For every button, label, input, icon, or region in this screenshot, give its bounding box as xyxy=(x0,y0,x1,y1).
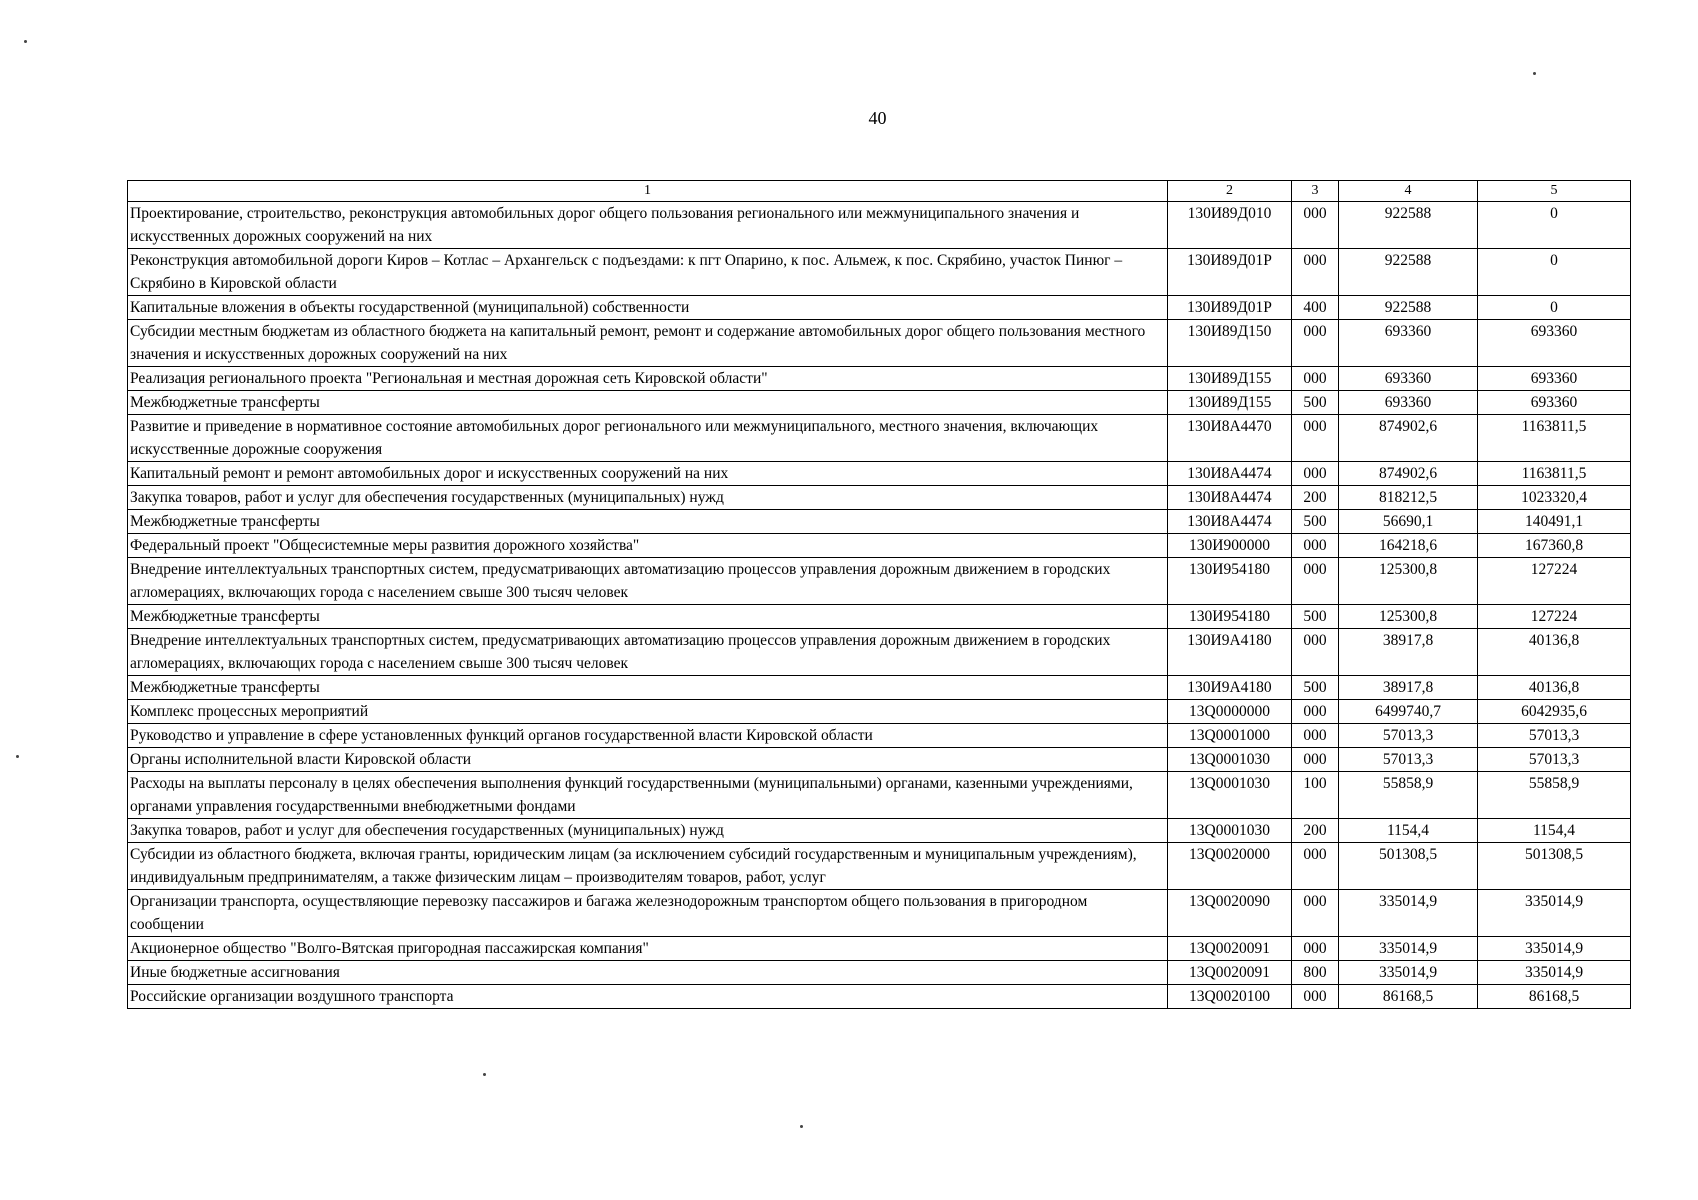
row-code-cell: 130И900000 xyxy=(1168,534,1292,558)
row-value-4-cell: 38917,8 xyxy=(1339,676,1478,700)
table-row xyxy=(128,320,1631,367)
scan-speck xyxy=(16,755,19,758)
row-code-cell: 130И8А4470 xyxy=(1168,415,1292,462)
budget-table xyxy=(127,180,1631,1009)
column-header-4: 4 xyxy=(1339,181,1478,202)
row-name-cell: Закупка товаров, работ и услуг для обеспечения государственных (муниципальных) нужд xyxy=(128,819,1168,843)
row-value-5-cell: 86168,5 xyxy=(1478,985,1631,1009)
column-header-1: 1 xyxy=(128,181,1168,202)
table-row xyxy=(128,772,1631,819)
row-code-cell: 130И89Д01Р xyxy=(1168,249,1292,296)
table-row xyxy=(128,819,1631,843)
row-value-4-cell: 922588 xyxy=(1339,202,1478,249)
row-code-cell: 13Q0020000 xyxy=(1168,843,1292,890)
row-value-4-cell: 693360 xyxy=(1339,391,1478,415)
row-name-cell: Субсидии местным бюджетам из областного бюджета на капитальный ремонт, ремонт и содержание автомобильных дорог общего пользования местного значения и искусственных дорожных сооружений на них xyxy=(128,320,1168,367)
header-row xyxy=(128,181,1631,202)
table-row xyxy=(128,558,1631,605)
row-name-cell: Закупка товаров, работ и услуг для обеспечения государственных (муниципальных) нужд xyxy=(128,486,1168,510)
row-value-5-cell: 40136,8 xyxy=(1478,676,1631,700)
row-type-cell: 000 xyxy=(1292,748,1339,772)
scan-speck xyxy=(483,1073,486,1076)
row-name-cell: Межбюджетные трансферты xyxy=(128,391,1168,415)
row-type-cell: 000 xyxy=(1292,534,1339,558)
row-value-4-cell: 693360 xyxy=(1339,320,1478,367)
row-value-5-cell: 0 xyxy=(1478,249,1631,296)
row-name-cell: Комплекс процессных мероприятий xyxy=(128,700,1168,724)
row-name-cell: Проектирование, строительство, реконструкция автомобильных дорог общего пользования регионального или межмуниципального значения и искусственных дорожных сооружений на них xyxy=(128,202,1168,249)
row-value-5-cell: 693360 xyxy=(1478,367,1631,391)
row-name-cell: Межбюджетные трансферты xyxy=(128,510,1168,534)
row-type-cell: 500 xyxy=(1292,510,1339,534)
row-name-cell: Межбюджетные трансферты xyxy=(128,605,1168,629)
row-value-4-cell: 335014,9 xyxy=(1339,961,1478,985)
row-type-cell: 000 xyxy=(1292,843,1339,890)
row-value-5-cell: 127224 xyxy=(1478,558,1631,605)
row-code-cell: 130И89Д150 xyxy=(1168,320,1292,367)
row-type-cell: 500 xyxy=(1292,676,1339,700)
row-name-cell: Капитальный ремонт и ремонт автомобильных дорог и искусственных сооружений на них xyxy=(128,462,1168,486)
row-code-cell: 13Q0000000 xyxy=(1168,700,1292,724)
table-row xyxy=(128,843,1631,890)
row-value-5-cell: 127224 xyxy=(1478,605,1631,629)
row-name-cell: Развитие и приведение в нормативное состояние автомобильных дорог регионального или межмуниципального, местного значения, включающих искусственные дорожные сооружения xyxy=(128,415,1168,462)
row-value-5-cell: 501308,5 xyxy=(1478,843,1631,890)
row-code-cell: 130И9А4180 xyxy=(1168,629,1292,676)
row-type-cell: 000 xyxy=(1292,462,1339,486)
row-value-4-cell: 125300,8 xyxy=(1339,558,1478,605)
row-value-4-cell: 57013,3 xyxy=(1339,748,1478,772)
row-code-cell: 13Q0001030 xyxy=(1168,748,1292,772)
row-code-cell: 130И8А4474 xyxy=(1168,462,1292,486)
row-type-cell: 100 xyxy=(1292,772,1339,819)
row-name-cell: Реализация регионального проекта "Региональная и местная дорожная сеть Кировской области" xyxy=(128,367,1168,391)
scan-speck xyxy=(800,1125,803,1128)
table-row xyxy=(128,367,1631,391)
row-code-cell: 13Q0020091 xyxy=(1168,937,1292,961)
row-type-cell: 000 xyxy=(1292,249,1339,296)
row-name-cell: Реконструкция автомобильной дороги Киров – Котлас – Архангельск с подъездами: к пгт Опарино, к пос. Альмеж, к пос. Скрябино, участок Пинюг – Скрябино в Кировской области xyxy=(128,249,1168,296)
row-type-cell: 000 xyxy=(1292,937,1339,961)
row-code-cell: 13Q0001030 xyxy=(1168,819,1292,843)
row-value-4-cell: 1154,4 xyxy=(1339,819,1478,843)
table-row xyxy=(128,985,1631,1009)
row-code-cell: 13Q0020100 xyxy=(1168,985,1292,1009)
row-type-cell: 000 xyxy=(1292,724,1339,748)
row-value-5-cell: 167360,8 xyxy=(1478,534,1631,558)
row-value-4-cell: 874902,6 xyxy=(1339,462,1478,486)
row-value-4-cell: 335014,9 xyxy=(1339,937,1478,961)
row-name-cell: Внедрение интеллектуальных транспортных систем, предусматривающих автоматизацию процессов управления дорожным движением в городских агломерациях, включающих города с населением свыше 300 тысяч человек xyxy=(128,629,1168,676)
row-name-cell: Иные бюджетные ассигнования xyxy=(128,961,1168,985)
row-name-cell: Субсидии из областного бюджета, включая гранты, юридическим лицам (за исключением субсидий государственным и муниципальным учреждениям), индивидуальным предпринимателям, а также физическим лицам – производителям товаров, работ, услуг xyxy=(128,843,1168,890)
row-value-5-cell: 335014,9 xyxy=(1478,937,1631,961)
row-value-5-cell: 6042935,6 xyxy=(1478,700,1631,724)
row-name-cell: Федеральный проект "Общесистемные меры развития дорожного хозяйства" xyxy=(128,534,1168,558)
row-value-4-cell: 38917,8 xyxy=(1339,629,1478,676)
row-value-5-cell: 1163811,5 xyxy=(1478,415,1631,462)
row-type-cell: 000 xyxy=(1292,890,1339,937)
table-row xyxy=(128,202,1631,249)
row-value-5-cell: 55858,9 xyxy=(1478,772,1631,819)
row-type-cell: 000 xyxy=(1292,320,1339,367)
row-value-4-cell: 922588 xyxy=(1339,296,1478,320)
table-row xyxy=(128,415,1631,462)
row-value-4-cell: 6499740,7 xyxy=(1339,700,1478,724)
row-value-5-cell: 693360 xyxy=(1478,320,1631,367)
table-row xyxy=(128,296,1631,320)
row-value-5-cell: 0 xyxy=(1478,202,1631,249)
row-type-cell: 500 xyxy=(1292,605,1339,629)
table-row xyxy=(128,700,1631,724)
table-row xyxy=(128,486,1631,510)
page-number: 40 xyxy=(868,108,887,128)
row-type-cell: 400 xyxy=(1292,296,1339,320)
table-row xyxy=(128,748,1631,772)
row-value-5-cell: 57013,3 xyxy=(1478,724,1631,748)
row-code-cell: 130И89Д01Р xyxy=(1168,296,1292,320)
column-header-3: 3 xyxy=(1292,181,1339,202)
table-header xyxy=(128,181,1631,202)
row-value-4-cell: 874902,6 xyxy=(1339,415,1478,462)
row-name-cell: Акционерное общество "Волго-Вятская пригородная пассажирская компания" xyxy=(128,937,1168,961)
row-code-cell: 130И89Д155 xyxy=(1168,391,1292,415)
row-value-4-cell: 86168,5 xyxy=(1339,985,1478,1009)
row-name-cell: Капитальные вложения в объекты государственной (муниципальной) собственности xyxy=(128,296,1168,320)
row-value-4-cell: 693360 xyxy=(1339,367,1478,391)
table-row xyxy=(128,510,1631,534)
table-row xyxy=(128,605,1631,629)
table-body xyxy=(128,202,1631,1009)
row-value-4-cell: 164218,6 xyxy=(1339,534,1478,558)
row-value-5-cell: 693360 xyxy=(1478,391,1631,415)
column-header-5: 5 xyxy=(1478,181,1631,202)
row-value-5-cell: 335014,9 xyxy=(1478,961,1631,985)
row-value-4-cell: 922588 xyxy=(1339,249,1478,296)
row-name-cell: Российские организации воздушного транспорта xyxy=(128,985,1168,1009)
row-value-4-cell: 57013,3 xyxy=(1339,724,1478,748)
row-type-cell: 200 xyxy=(1292,486,1339,510)
row-value-5-cell: 140491,1 xyxy=(1478,510,1631,534)
column-header-2: 2 xyxy=(1168,181,1292,202)
row-value-5-cell: 0 xyxy=(1478,296,1631,320)
row-value-5-cell: 40136,8 xyxy=(1478,629,1631,676)
row-name-cell: Органы исполнительной власти Кировской области xyxy=(128,748,1168,772)
row-code-cell: 130И8А4474 xyxy=(1168,486,1292,510)
row-type-cell: 000 xyxy=(1292,415,1339,462)
row-code-cell: 13Q0020090 xyxy=(1168,890,1292,937)
row-code-cell: 130И9А4180 xyxy=(1168,676,1292,700)
row-type-cell: 000 xyxy=(1292,629,1339,676)
row-value-4-cell: 818212,5 xyxy=(1339,486,1478,510)
row-value-4-cell: 501308,5 xyxy=(1339,843,1478,890)
row-name-cell: Организации транспорта, осуществляющие перевозку пассажиров и багажа железнодорожным транспортом общего пользования в пригородном сообщении xyxy=(128,890,1168,937)
row-name-cell: Руководство и управление в сфере установленных функций органов государственной власти Кировской области xyxy=(128,724,1168,748)
row-type-cell: 000 xyxy=(1292,985,1339,1009)
row-name-cell: Внедрение интеллектуальных транспортных систем, предусматривающих автоматизацию процессов управления дорожным движением в городских агломерациях, включающих города с населением свыше 300 тысяч человек xyxy=(128,558,1168,605)
table-row xyxy=(128,676,1631,700)
scan-speck xyxy=(1533,72,1536,75)
row-value-5-cell: 1154,4 xyxy=(1478,819,1631,843)
row-code-cell: 13Q0020091 xyxy=(1168,961,1292,985)
table-row xyxy=(128,890,1631,937)
row-type-cell: 000 xyxy=(1292,700,1339,724)
table-row xyxy=(128,961,1631,985)
row-value-5-cell: 1163811,5 xyxy=(1478,462,1631,486)
table-row xyxy=(128,534,1631,558)
table-row xyxy=(128,724,1631,748)
row-value-4-cell: 56690,1 xyxy=(1339,510,1478,534)
row-type-cell: 000 xyxy=(1292,367,1339,391)
row-code-cell: 130И954180 xyxy=(1168,605,1292,629)
row-code-cell: 13Q0001030 xyxy=(1168,772,1292,819)
row-type-cell: 800 xyxy=(1292,961,1339,985)
row-name-cell: Межбюджетные трансферты xyxy=(128,676,1168,700)
row-code-cell: 130И8А4474 xyxy=(1168,510,1292,534)
scan-speck xyxy=(24,40,27,43)
row-value-4-cell: 125300,8 xyxy=(1339,605,1478,629)
table-row xyxy=(128,462,1631,486)
row-value-5-cell: 57013,3 xyxy=(1478,748,1631,772)
row-code-cell: 13Q0001000 xyxy=(1168,724,1292,748)
table-row xyxy=(128,249,1631,296)
table-row xyxy=(128,391,1631,415)
row-value-4-cell: 335014,9 xyxy=(1339,890,1478,937)
row-type-cell: 500 xyxy=(1292,391,1339,415)
row-name-cell: Расходы на выплаты персоналу в целях обеспечения выполнения функций государственными (муниципальными) органами, казенными учреждениями, органами управления государственными внебюджетными фондами xyxy=(128,772,1168,819)
row-code-cell: 130И954180 xyxy=(1168,558,1292,605)
table-row xyxy=(128,629,1631,676)
row-type-cell: 000 xyxy=(1292,558,1339,605)
row-type-cell: 000 xyxy=(1292,202,1339,249)
row-type-cell: 200 xyxy=(1292,819,1339,843)
row-code-cell: 130И89Д155 xyxy=(1168,367,1292,391)
row-value-5-cell: 335014,9 xyxy=(1478,890,1631,937)
row-code-cell: 130И89Д010 xyxy=(1168,202,1292,249)
table-row xyxy=(128,937,1631,961)
row-value-5-cell: 1023320,4 xyxy=(1478,486,1631,510)
row-value-4-cell: 55858,9 xyxy=(1339,772,1478,819)
